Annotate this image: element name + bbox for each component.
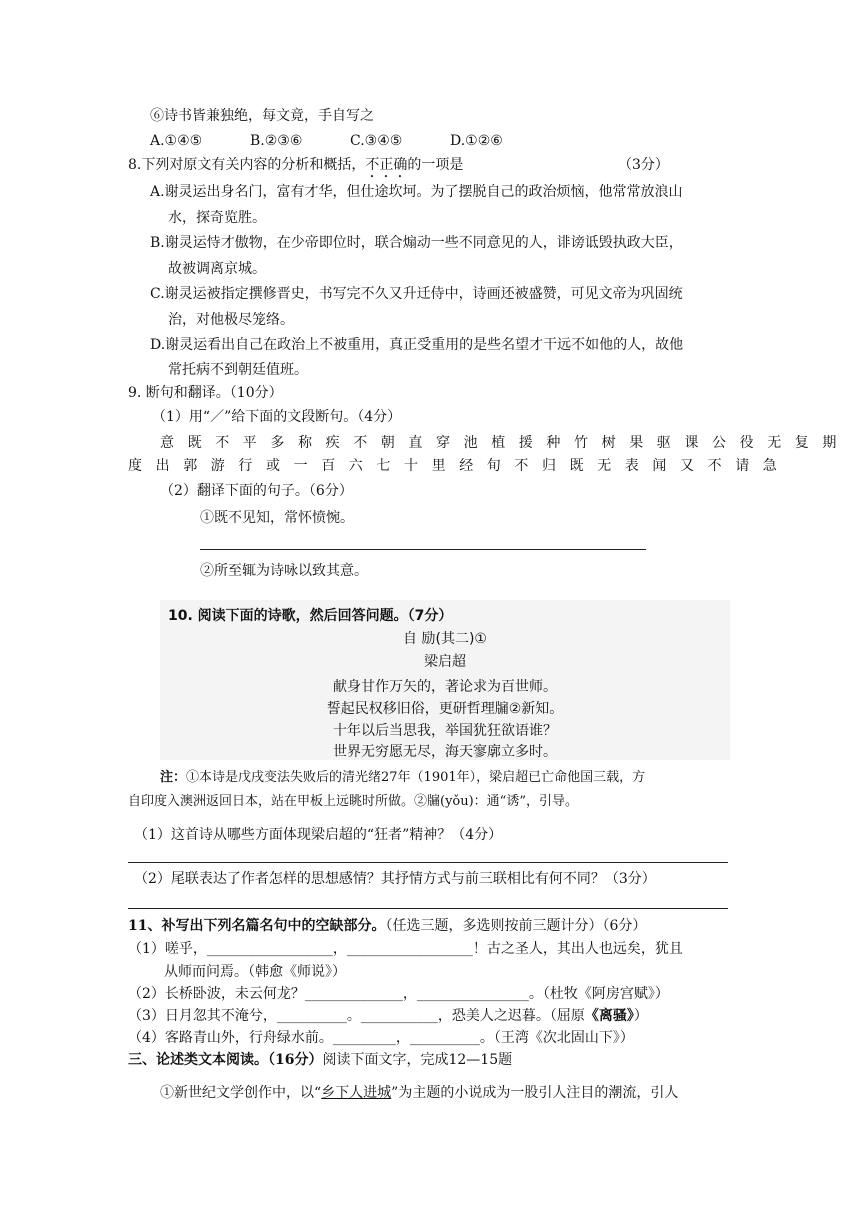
section3-paragraph1 bbox=[160, 1083, 678, 1103]
q9-passage-line2: 度出郭游行或一百六七十里经旬不归既无表闻又不请急 bbox=[128, 458, 791, 474]
q9-sentence1: ①既不见知，常怀愤惋。 bbox=[200, 510, 354, 526]
poem-note-line1 bbox=[160, 768, 645, 788]
q8-stem-emphasis: 不正确 bbox=[365, 157, 408, 173]
q10-title: 10. 阅读下面的诗歌，然后回答问题。（7分） bbox=[168, 608, 453, 624]
q11-item3[interactable] bbox=[128, 1006, 648, 1026]
q8-option-c-line2: 治，对他极尽笼络。 bbox=[168, 312, 294, 328]
q10-answer-line1[interactable] bbox=[128, 862, 728, 863]
q9-sentence2: ②所至辄为诗咏以致其意。 bbox=[200, 563, 368, 579]
poem-author: 梁启超 bbox=[424, 654, 466, 670]
q8-stem-before: 8.下列对原文有关内容的分析和概括， bbox=[128, 157, 366, 173]
q8-option-b-line1: B.谢灵运恃才傲物，在少帝即位时，联合煽动一些不同意见的人，诽谤诋毁执政大臣， bbox=[150, 235, 683, 251]
q10-answer-line2[interactable] bbox=[128, 908, 728, 909]
q9-sub1: （1）用“／”给下面的文段断句。（4分） bbox=[152, 409, 402, 425]
q8-option-a-line2: 水，探奇览胜。 bbox=[168, 210, 266, 226]
q8-stem bbox=[128, 155, 463, 181]
note-text-1: ①本诗是戊戌变法失败后的清光绪27年（1901年），梁启超已亡命他国三载，方 bbox=[186, 770, 646, 785]
q7-choice-b: B.②③⑥ bbox=[250, 133, 303, 149]
q8-option-a-line1: A.谢灵运出身名门，富有才华，但仕途坎坷。为了摆脱自己的政治烦恼，他常常放浪山 bbox=[150, 184, 683, 200]
p1-underlined: 乡下人进城 bbox=[321, 1085, 392, 1101]
q11-item3-title: 《离骚》 bbox=[584, 1008, 634, 1024]
q11-item4[interactable]: （4）客路青山外，行舟绿水前。_________，__________。（王湾《次北固山下》） bbox=[128, 1030, 634, 1046]
section3-title-rest: 阅读下面文字，完成12—15题 bbox=[322, 1052, 513, 1068]
q7-choice-c: C.③④⑤ bbox=[350, 133, 403, 149]
poem-title: 自 励(其二)① bbox=[403, 631, 487, 647]
poem-line-2: 誓起民权移旧俗，更研哲理牖②新知。 bbox=[326, 701, 564, 717]
q8-score: （3分） bbox=[618, 157, 669, 173]
poem-line-3: 十年以后当思我，举国犹狂欲语谁？ bbox=[333, 723, 557, 739]
q9-title: 9. 断句和翻译。（10分） bbox=[128, 385, 283, 401]
section3-title bbox=[128, 1050, 512, 1070]
q11-item1-line2: 从师而问焉。（韩愈《师说》） bbox=[164, 964, 346, 980]
note-label: 注： bbox=[160, 770, 187, 785]
q11-item3-close: ） bbox=[633, 1008, 648, 1024]
q9-answer-line1[interactable] bbox=[200, 549, 646, 550]
q10-sub1: （1）这首诗从哪些方面体现梁启超的“狂者”精神？（4分） bbox=[134, 827, 503, 843]
q8-option-d-line2: 常托病不到朝廷值班。 bbox=[168, 362, 308, 378]
q8-option-d-line1: D.谢灵运看出自己在政治上不被重用，真正受重用的是些名望才干远不如他的人，故他 bbox=[150, 337, 684, 353]
q8-option-c-line1: C.谢灵运被指定撰修晋史，书写完不久又升迁侍中，诗画还被盛赞，可见文帝为巩固统 bbox=[150, 286, 683, 302]
q11-title-rest: （任选三题，多选则按前三题计分）（6分） bbox=[385, 918, 647, 934]
option-6: ⑥诗书皆兼独绝，每文竟，手自写之 bbox=[150, 108, 374, 124]
q11-title bbox=[128, 916, 646, 936]
poem-line-4: 世界无穷愿无尽，海天寥廓立多时。 bbox=[333, 744, 557, 760]
q8-option-b-line2: 故被调离京城。 bbox=[168, 261, 266, 277]
q11-item1-line1[interactable]: （1）嗟乎，__________________，__________________！古之圣人，其出人也远矣，犹且 bbox=[128, 941, 683, 957]
poem-note-line2: 自印度入澳洲返回日本，站在甲板上远眺时所做。②牖(yǒu)：通“诱”，引导。 bbox=[128, 794, 578, 809]
poem-box bbox=[160, 600, 730, 760]
section3-title-bold: 三、论述类文本阅读。（16分） bbox=[128, 1052, 323, 1068]
p1-pre: ①新世纪文学创作中，以“ bbox=[160, 1085, 322, 1101]
q7-choice-a: A.①④⑤ bbox=[150, 133, 203, 149]
q7-choice-d: D.①②⑥ bbox=[450, 133, 503, 149]
q11-title-bold: 11、补写出下列名篇名句中的空缺部分。 bbox=[128, 918, 386, 934]
q9-sub2: （2）翻译下面的句子。（6分） bbox=[160, 483, 353, 499]
poem-line-1: 献身甘作万矢的，著论求为百世师。 bbox=[333, 679, 557, 695]
p1-post: ”为主题的小说成为一股引人注目的潮流，引人 bbox=[391, 1085, 679, 1101]
q8-stem-after: 的一项是 bbox=[407, 157, 464, 173]
q11-item2[interactable]: （2）长桥卧波，未云何龙？______________，________________。（杜牧《阿房宫赋》） bbox=[128, 986, 669, 1002]
q9-passage-line1: 意既不平多称疾不朝直穿池植援种竹树果驱课公役无复期 bbox=[160, 435, 850, 451]
q10-sub2: （2）尾联表达了作者怎样的思想感情？其抒情方式与前三联相比有何不同？（3分） bbox=[134, 871, 656, 887]
q11-item3-text: （3）日月忽其不淹兮，__________。___________，恐美人之迟暮。（屈原 bbox=[128, 1008, 585, 1024]
